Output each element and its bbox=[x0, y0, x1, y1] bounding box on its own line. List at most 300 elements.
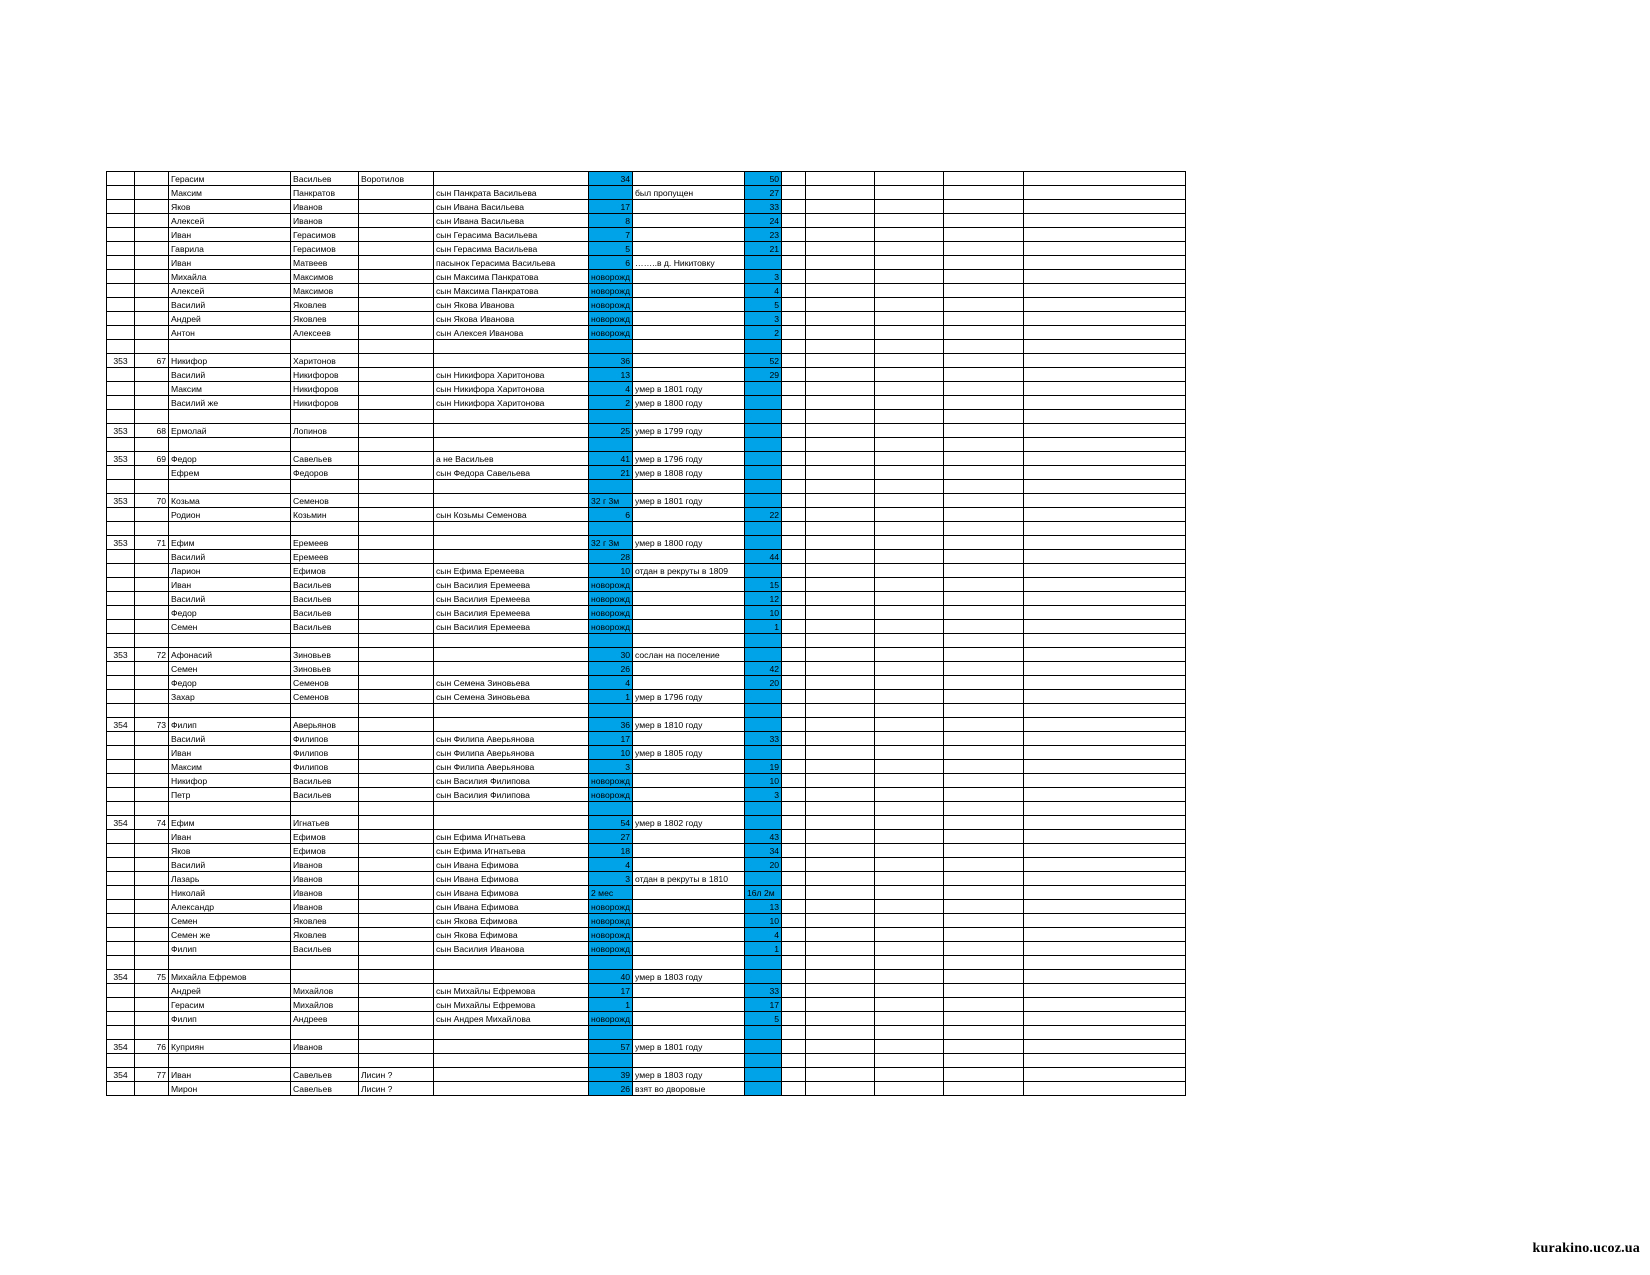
cell-patronymic bbox=[291, 480, 359, 494]
cell-patronymic: Иванов bbox=[291, 900, 359, 914]
table-row bbox=[107, 186, 1186, 200]
cell-relation bbox=[434, 480, 589, 494]
cell-empty bbox=[782, 704, 806, 718]
cell-surname bbox=[359, 1054, 434, 1068]
cell-surname bbox=[359, 284, 434, 298]
cell-empty bbox=[782, 256, 806, 270]
cell-relation: сын Василия Еремеева bbox=[434, 592, 589, 606]
cell-note bbox=[633, 802, 745, 816]
cell-relation bbox=[434, 634, 589, 648]
cell-surname bbox=[359, 760, 434, 774]
cell-household-number bbox=[135, 228, 169, 242]
cell-age-first: новорожд bbox=[589, 578, 633, 592]
cell-empty bbox=[806, 830, 875, 844]
cell-relation: сын Василия Еремеева bbox=[434, 620, 589, 634]
cell-surname: Лисин ? bbox=[359, 1082, 434, 1096]
cell-age-first: 34 bbox=[589, 172, 633, 186]
cell-empty bbox=[944, 970, 1024, 984]
table-row bbox=[107, 1040, 1186, 1054]
cell-name: Федор bbox=[169, 606, 291, 620]
cell-household-number bbox=[135, 1054, 169, 1068]
cell-patronymic bbox=[291, 410, 359, 424]
cell-age-second: 22 bbox=[745, 508, 782, 522]
cell-surname bbox=[359, 298, 434, 312]
cell-surname bbox=[359, 368, 434, 382]
cell-household-number: 75 bbox=[135, 970, 169, 984]
cell-empty bbox=[875, 242, 944, 256]
cell-relation bbox=[434, 1082, 589, 1096]
cell-age-second: 17 bbox=[745, 998, 782, 1012]
cell-patronymic: Васильев bbox=[291, 774, 359, 788]
cell-page bbox=[107, 466, 135, 480]
cell-age-first: новорожд bbox=[589, 620, 633, 634]
cell-empty bbox=[1024, 284, 1186, 298]
cell-name: Петр bbox=[169, 788, 291, 802]
cell-surname bbox=[359, 816, 434, 830]
cell-empty bbox=[1024, 578, 1186, 592]
cell-empty bbox=[1024, 270, 1186, 284]
cell-page: 353 bbox=[107, 452, 135, 466]
cell-empty bbox=[1024, 228, 1186, 242]
cell-empty bbox=[806, 998, 875, 1012]
cell-surname bbox=[359, 186, 434, 200]
cell-age-second: 33 bbox=[745, 732, 782, 746]
cell-empty bbox=[806, 508, 875, 522]
cell-empty bbox=[782, 676, 806, 690]
cell-note bbox=[633, 522, 745, 536]
cell-age-first: 27 bbox=[589, 830, 633, 844]
cell-note bbox=[633, 172, 745, 186]
cell-age-first: 7 bbox=[589, 228, 633, 242]
cell-empty bbox=[806, 396, 875, 410]
cell-age-second bbox=[745, 480, 782, 494]
cell-note: умер в 1799 году bbox=[633, 424, 745, 438]
table-row bbox=[107, 928, 1186, 942]
cell-note bbox=[633, 1026, 745, 1040]
table-row bbox=[107, 704, 1186, 718]
cell-empty bbox=[875, 550, 944, 564]
cell-empty bbox=[782, 788, 806, 802]
cell-age-second: 4 bbox=[745, 928, 782, 942]
cell-page bbox=[107, 676, 135, 690]
cell-note bbox=[633, 830, 745, 844]
cell-empty bbox=[1024, 424, 1186, 438]
cell-empty bbox=[806, 676, 875, 690]
cell-empty bbox=[1024, 1040, 1186, 1054]
cell-page bbox=[107, 1054, 135, 1068]
cell-note: умер в 1805 году bbox=[633, 746, 745, 760]
cell-age-second bbox=[745, 872, 782, 886]
cell-age-second bbox=[745, 466, 782, 480]
cell-age-second bbox=[745, 256, 782, 270]
cell-empty bbox=[1024, 928, 1186, 942]
cell-page bbox=[107, 732, 135, 746]
cell-relation bbox=[434, 522, 589, 536]
cell-empty bbox=[806, 200, 875, 214]
cell-relation bbox=[434, 550, 589, 564]
cell-household-number bbox=[135, 1026, 169, 1040]
cell-empty bbox=[782, 564, 806, 578]
cell-age-first bbox=[589, 1026, 633, 1040]
cell-household-number bbox=[135, 340, 169, 354]
table-row bbox=[107, 1012, 1186, 1026]
cell-name: Иван bbox=[169, 746, 291, 760]
table-row bbox=[107, 1026, 1186, 1040]
cell-surname bbox=[359, 1012, 434, 1026]
cell-age-first: новорожд bbox=[589, 928, 633, 942]
table-row bbox=[107, 438, 1186, 452]
cell-relation bbox=[434, 970, 589, 984]
cell-note bbox=[633, 578, 745, 592]
cell-age-second: 3 bbox=[745, 270, 782, 284]
cell-empty bbox=[782, 802, 806, 816]
cell-empty bbox=[1024, 1068, 1186, 1082]
cell-name: Герасим bbox=[169, 172, 291, 186]
cell-empty bbox=[782, 900, 806, 914]
cell-name: Андрей bbox=[169, 984, 291, 998]
cell-empty bbox=[782, 368, 806, 382]
cell-relation: сын Василия Иванова bbox=[434, 942, 589, 956]
table-row bbox=[107, 760, 1186, 774]
cell-empty bbox=[875, 970, 944, 984]
cell-age-first: 26 bbox=[589, 662, 633, 676]
cell-page bbox=[107, 242, 135, 256]
cell-empty bbox=[782, 466, 806, 480]
cell-empty bbox=[782, 886, 806, 900]
cell-patronymic: Васильев bbox=[291, 578, 359, 592]
cell-age-second: 10 bbox=[745, 774, 782, 788]
cell-note bbox=[633, 550, 745, 564]
cell-age-first: 57 bbox=[589, 1040, 633, 1054]
cell-name: Куприян bbox=[169, 1040, 291, 1054]
cell-relation bbox=[434, 354, 589, 368]
cell-patronymic: Еремеев bbox=[291, 536, 359, 550]
cell-household-number bbox=[135, 788, 169, 802]
cell-age-first: 10 bbox=[589, 746, 633, 760]
cell-patronymic: Васильев bbox=[291, 942, 359, 956]
cell-empty bbox=[1024, 998, 1186, 1012]
cell-patronymic: Андреев bbox=[291, 1012, 359, 1026]
cell-empty bbox=[1024, 312, 1186, 326]
cell-empty bbox=[1024, 186, 1186, 200]
cell-empty bbox=[782, 1068, 806, 1082]
cell-household-number bbox=[135, 872, 169, 886]
cell-household-number bbox=[135, 928, 169, 942]
cell-empty bbox=[782, 956, 806, 970]
cell-empty bbox=[875, 522, 944, 536]
cell-note bbox=[633, 620, 745, 634]
cell-empty bbox=[944, 200, 1024, 214]
cell-empty bbox=[944, 830, 1024, 844]
cell-note bbox=[633, 942, 745, 956]
cell-empty bbox=[875, 900, 944, 914]
cell-empty bbox=[806, 466, 875, 480]
cell-age-second bbox=[745, 634, 782, 648]
cell-surname bbox=[359, 214, 434, 228]
cell-empty bbox=[782, 1082, 806, 1096]
cell-empty bbox=[1024, 732, 1186, 746]
cell-age-first: 40 bbox=[589, 970, 633, 984]
table-row bbox=[107, 774, 1186, 788]
cell-age-first: новорожд bbox=[589, 592, 633, 606]
cell-name bbox=[169, 438, 291, 452]
cell-surname bbox=[359, 522, 434, 536]
cell-page bbox=[107, 830, 135, 844]
cell-empty bbox=[944, 872, 1024, 886]
cell-patronymic: Никифоров bbox=[291, 368, 359, 382]
cell-name: Филип bbox=[169, 718, 291, 732]
cell-empty bbox=[944, 340, 1024, 354]
cell-patronymic: Михайлов bbox=[291, 984, 359, 998]
cell-empty bbox=[806, 564, 875, 578]
cell-note bbox=[633, 270, 745, 284]
cell-empty bbox=[875, 774, 944, 788]
cell-age-second bbox=[745, 396, 782, 410]
cell-empty bbox=[1024, 844, 1186, 858]
cell-patronymic: Михайлов bbox=[291, 998, 359, 1012]
cell-age-first: 32 г 3м bbox=[589, 494, 633, 508]
cell-empty bbox=[1024, 550, 1186, 564]
cell-empty bbox=[944, 914, 1024, 928]
cell-name: Иван bbox=[169, 830, 291, 844]
table-row bbox=[107, 634, 1186, 648]
cell-empty bbox=[944, 410, 1024, 424]
table-row bbox=[107, 312, 1186, 326]
table-row bbox=[107, 466, 1186, 480]
cell-page bbox=[107, 844, 135, 858]
cell-age-second bbox=[745, 522, 782, 536]
cell-household-number bbox=[135, 844, 169, 858]
cell-empty bbox=[875, 634, 944, 648]
cell-household-number bbox=[135, 214, 169, 228]
cell-empty bbox=[1024, 634, 1186, 648]
cell-age-second: 27 bbox=[745, 186, 782, 200]
cell-empty bbox=[1024, 480, 1186, 494]
cell-empty bbox=[944, 298, 1024, 312]
cell-empty bbox=[1024, 676, 1186, 690]
cell-page bbox=[107, 438, 135, 452]
cell-name: Ермолай bbox=[169, 424, 291, 438]
cell-empty bbox=[944, 270, 1024, 284]
cell-empty bbox=[944, 256, 1024, 270]
cell-empty bbox=[806, 578, 875, 592]
cell-empty bbox=[782, 452, 806, 466]
cell-age-second bbox=[745, 746, 782, 760]
cell-household-number: 67 bbox=[135, 354, 169, 368]
cell-empty bbox=[875, 186, 944, 200]
cell-empty bbox=[806, 788, 875, 802]
cell-empty bbox=[875, 410, 944, 424]
cell-household-number bbox=[135, 1082, 169, 1096]
cell-age-first bbox=[589, 410, 633, 424]
cell-patronymic: Васильев bbox=[291, 620, 359, 634]
cell-patronymic bbox=[291, 1026, 359, 1040]
cell-relation: сын Ефима Игнатьева bbox=[434, 830, 589, 844]
table-row bbox=[107, 816, 1186, 830]
cell-page bbox=[107, 382, 135, 396]
cell-household-number bbox=[135, 284, 169, 298]
cell-empty bbox=[1024, 494, 1186, 508]
cell-empty bbox=[875, 396, 944, 410]
table-row bbox=[107, 788, 1186, 802]
cell-empty bbox=[1024, 970, 1186, 984]
cell-relation bbox=[434, 704, 589, 718]
cell-empty bbox=[1024, 396, 1186, 410]
cell-empty bbox=[1024, 172, 1186, 186]
cell-note bbox=[633, 998, 745, 1012]
cell-empty bbox=[1024, 620, 1186, 634]
table-row bbox=[107, 368, 1186, 382]
cell-page bbox=[107, 620, 135, 634]
cell-empty bbox=[1024, 1026, 1186, 1040]
cell-empty bbox=[806, 242, 875, 256]
cell-relation: сын Федора Савельева bbox=[434, 466, 589, 480]
cell-age-second bbox=[745, 438, 782, 452]
cell-surname bbox=[359, 326, 434, 340]
cell-relation bbox=[434, 1026, 589, 1040]
cell-empty bbox=[782, 998, 806, 1012]
cell-empty bbox=[782, 1054, 806, 1068]
cell-name: Михайла bbox=[169, 270, 291, 284]
cell-empty bbox=[944, 984, 1024, 998]
cell-empty bbox=[944, 746, 1024, 760]
table-row bbox=[107, 326, 1186, 340]
cell-relation: сын Панкрата Васильева bbox=[434, 186, 589, 200]
cell-empty bbox=[944, 774, 1024, 788]
cell-empty bbox=[1024, 1012, 1186, 1026]
cell-empty bbox=[944, 424, 1024, 438]
table-row bbox=[107, 494, 1186, 508]
cell-note bbox=[633, 200, 745, 214]
cell-relation bbox=[434, 802, 589, 816]
cell-relation: сын Алексея Иванова bbox=[434, 326, 589, 340]
cell-household-number: 74 bbox=[135, 816, 169, 830]
cell-empty bbox=[782, 214, 806, 228]
cell-name bbox=[169, 704, 291, 718]
cell-relation: сын Якова Ефимова bbox=[434, 914, 589, 928]
cell-empty bbox=[944, 606, 1024, 620]
cell-patronymic: Герасимов bbox=[291, 242, 359, 256]
cell-age-second bbox=[745, 1026, 782, 1040]
cell-name bbox=[169, 1054, 291, 1068]
cell-empty bbox=[782, 186, 806, 200]
cell-age-first: 13 bbox=[589, 368, 633, 382]
cell-relation: а не Васильев bbox=[434, 452, 589, 466]
cell-patronymic: Харитонов bbox=[291, 354, 359, 368]
cell-note bbox=[633, 676, 745, 690]
cell-surname: Воротилов bbox=[359, 172, 434, 186]
cell-surname bbox=[359, 200, 434, 214]
cell-household-number bbox=[135, 900, 169, 914]
table-row bbox=[107, 410, 1186, 424]
table-row bbox=[107, 830, 1186, 844]
cell-age-first: 26 bbox=[589, 1082, 633, 1096]
cell-note bbox=[633, 914, 745, 928]
cell-patronymic: Федоров bbox=[291, 466, 359, 480]
cell-relation: сын Филипа Аверьянова bbox=[434, 760, 589, 774]
table-row bbox=[107, 424, 1186, 438]
cell-age-second: 4 bbox=[745, 284, 782, 298]
cell-age-first: новорожд bbox=[589, 1012, 633, 1026]
cell-empty bbox=[944, 354, 1024, 368]
cell-surname bbox=[359, 970, 434, 984]
cell-empty bbox=[944, 1068, 1024, 1082]
cell-age-second: 5 bbox=[745, 1012, 782, 1026]
cell-age-second: 20 bbox=[745, 858, 782, 872]
cell-empty bbox=[806, 760, 875, 774]
cell-empty bbox=[806, 900, 875, 914]
cell-surname bbox=[359, 746, 434, 760]
cell-patronymic: Семенов bbox=[291, 494, 359, 508]
cell-age-second bbox=[745, 970, 782, 984]
cell-empty bbox=[782, 382, 806, 396]
cell-household-number bbox=[135, 522, 169, 536]
cell-household-number bbox=[135, 984, 169, 998]
cell-age-second: 3 bbox=[745, 788, 782, 802]
cell-empty bbox=[875, 802, 944, 816]
cell-name: Василий bbox=[169, 550, 291, 564]
cell-page bbox=[107, 550, 135, 564]
cell-patronymic: Яковлев bbox=[291, 312, 359, 326]
cell-empty bbox=[806, 732, 875, 746]
cell-empty bbox=[944, 242, 1024, 256]
cell-empty bbox=[1024, 886, 1186, 900]
cell-age-second: 19 bbox=[745, 760, 782, 774]
cell-name: Семен же bbox=[169, 928, 291, 942]
cell-name: Яков bbox=[169, 200, 291, 214]
cell-patronymic: Васильев bbox=[291, 592, 359, 606]
cell-household-number bbox=[135, 858, 169, 872]
cell-household-number bbox=[135, 914, 169, 928]
cell-relation: сын Ивана Васильева bbox=[434, 200, 589, 214]
cell-name: Козьма bbox=[169, 494, 291, 508]
cell-patronymic bbox=[291, 1054, 359, 1068]
cell-empty bbox=[806, 480, 875, 494]
table-row bbox=[107, 172, 1186, 186]
cell-relation: сын Максима Панкратова bbox=[434, 270, 589, 284]
cell-name: Лазарь bbox=[169, 872, 291, 886]
cell-empty bbox=[1024, 746, 1186, 760]
cell-page bbox=[107, 578, 135, 592]
cell-patronymic: Зиновьев bbox=[291, 662, 359, 676]
cell-surname bbox=[359, 438, 434, 452]
cell-empty bbox=[1024, 452, 1186, 466]
cell-surname: Лисин ? bbox=[359, 1068, 434, 1082]
cell-age-first: новорожд bbox=[589, 270, 633, 284]
cell-page bbox=[107, 270, 135, 284]
cell-surname bbox=[359, 480, 434, 494]
cell-patronymic: Панкратов bbox=[291, 186, 359, 200]
cell-name: Федор bbox=[169, 452, 291, 466]
cell-empty bbox=[1024, 564, 1186, 578]
cell-surname bbox=[359, 914, 434, 928]
cell-page bbox=[107, 956, 135, 970]
cell-household-number bbox=[135, 760, 169, 774]
cell-patronymic: Лопинов bbox=[291, 424, 359, 438]
cell-empty bbox=[875, 816, 944, 830]
cell-empty bbox=[782, 816, 806, 830]
cell-empty bbox=[875, 256, 944, 270]
cell-patronymic: Иванов bbox=[291, 214, 359, 228]
cell-name: Родион bbox=[169, 508, 291, 522]
cell-empty bbox=[944, 942, 1024, 956]
cell-empty bbox=[875, 298, 944, 312]
cell-surname bbox=[359, 354, 434, 368]
cell-relation bbox=[434, 718, 589, 732]
table-row bbox=[107, 648, 1186, 662]
cell-household-number bbox=[135, 620, 169, 634]
cell-empty bbox=[944, 550, 1024, 564]
